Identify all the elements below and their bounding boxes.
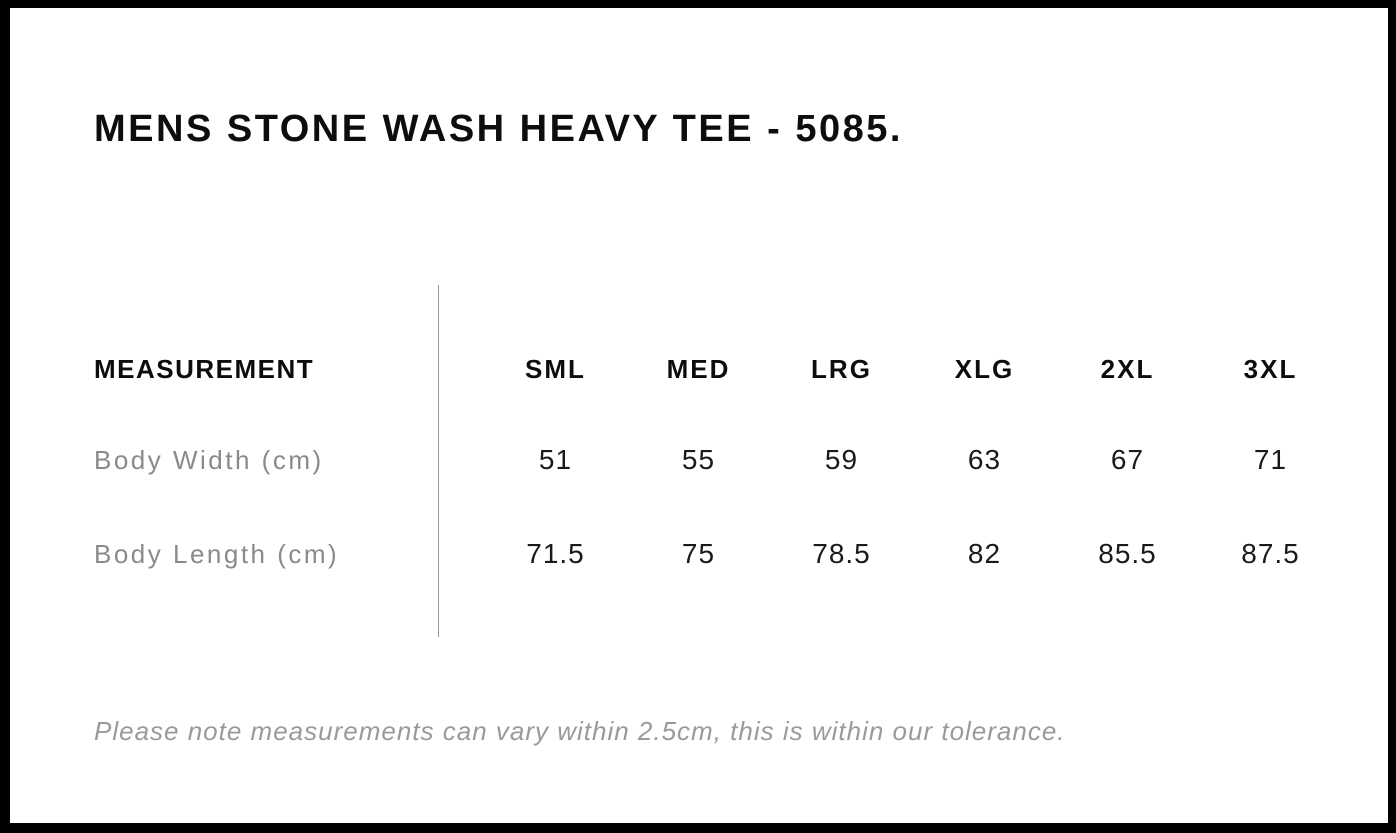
body-length-med: 75 bbox=[681, 538, 716, 569]
row-label-body-width: Body Width (cm) bbox=[94, 445, 324, 475]
column-header-xlg: XLG bbox=[954, 354, 1015, 384]
body-width-med: 55 bbox=[681, 444, 716, 475]
body-length-2xl: 85.5 bbox=[1098, 538, 1157, 569]
body-width-xlg: 63 bbox=[967, 444, 1002, 475]
column-header-lrg: LRG bbox=[811, 354, 872, 384]
body-width-3xl: 71 bbox=[1253, 444, 1288, 475]
body-width-sml: 51 bbox=[538, 444, 573, 475]
column-header-3xl: 3XL bbox=[1243, 354, 1298, 384]
tolerance-note: Please note measurements can vary within 2.5cm, this is within our tolerance. bbox=[94, 716, 1066, 746]
body-length-lrg: 78.5 bbox=[812, 538, 871, 569]
row-label-body-length: Body Length (cm) bbox=[94, 539, 340, 569]
body-length-sml: 71.5 bbox=[526, 538, 585, 569]
body-width-2xl: 67 bbox=[1110, 444, 1145, 475]
measurement-column-header: MEASUREMENT bbox=[94, 354, 315, 384]
table-row-body-length bbox=[10, 534, 1388, 574]
column-header-med: MED bbox=[666, 354, 731, 384]
column-header-2xl: 2XL bbox=[1100, 354, 1155, 384]
table-row-body-width bbox=[10, 440, 1388, 480]
size-chart-header-row bbox=[10, 349, 1388, 389]
page-title: MENS STONE WASH HEAVY TEE - 5085. bbox=[94, 108, 903, 150]
column-header-sml: SML bbox=[525, 354, 586, 384]
body-length-xlg: 82 bbox=[967, 538, 1002, 569]
body-width-lrg: 59 bbox=[824, 444, 859, 475]
body-length-3xl: 87.5 bbox=[1241, 538, 1300, 569]
